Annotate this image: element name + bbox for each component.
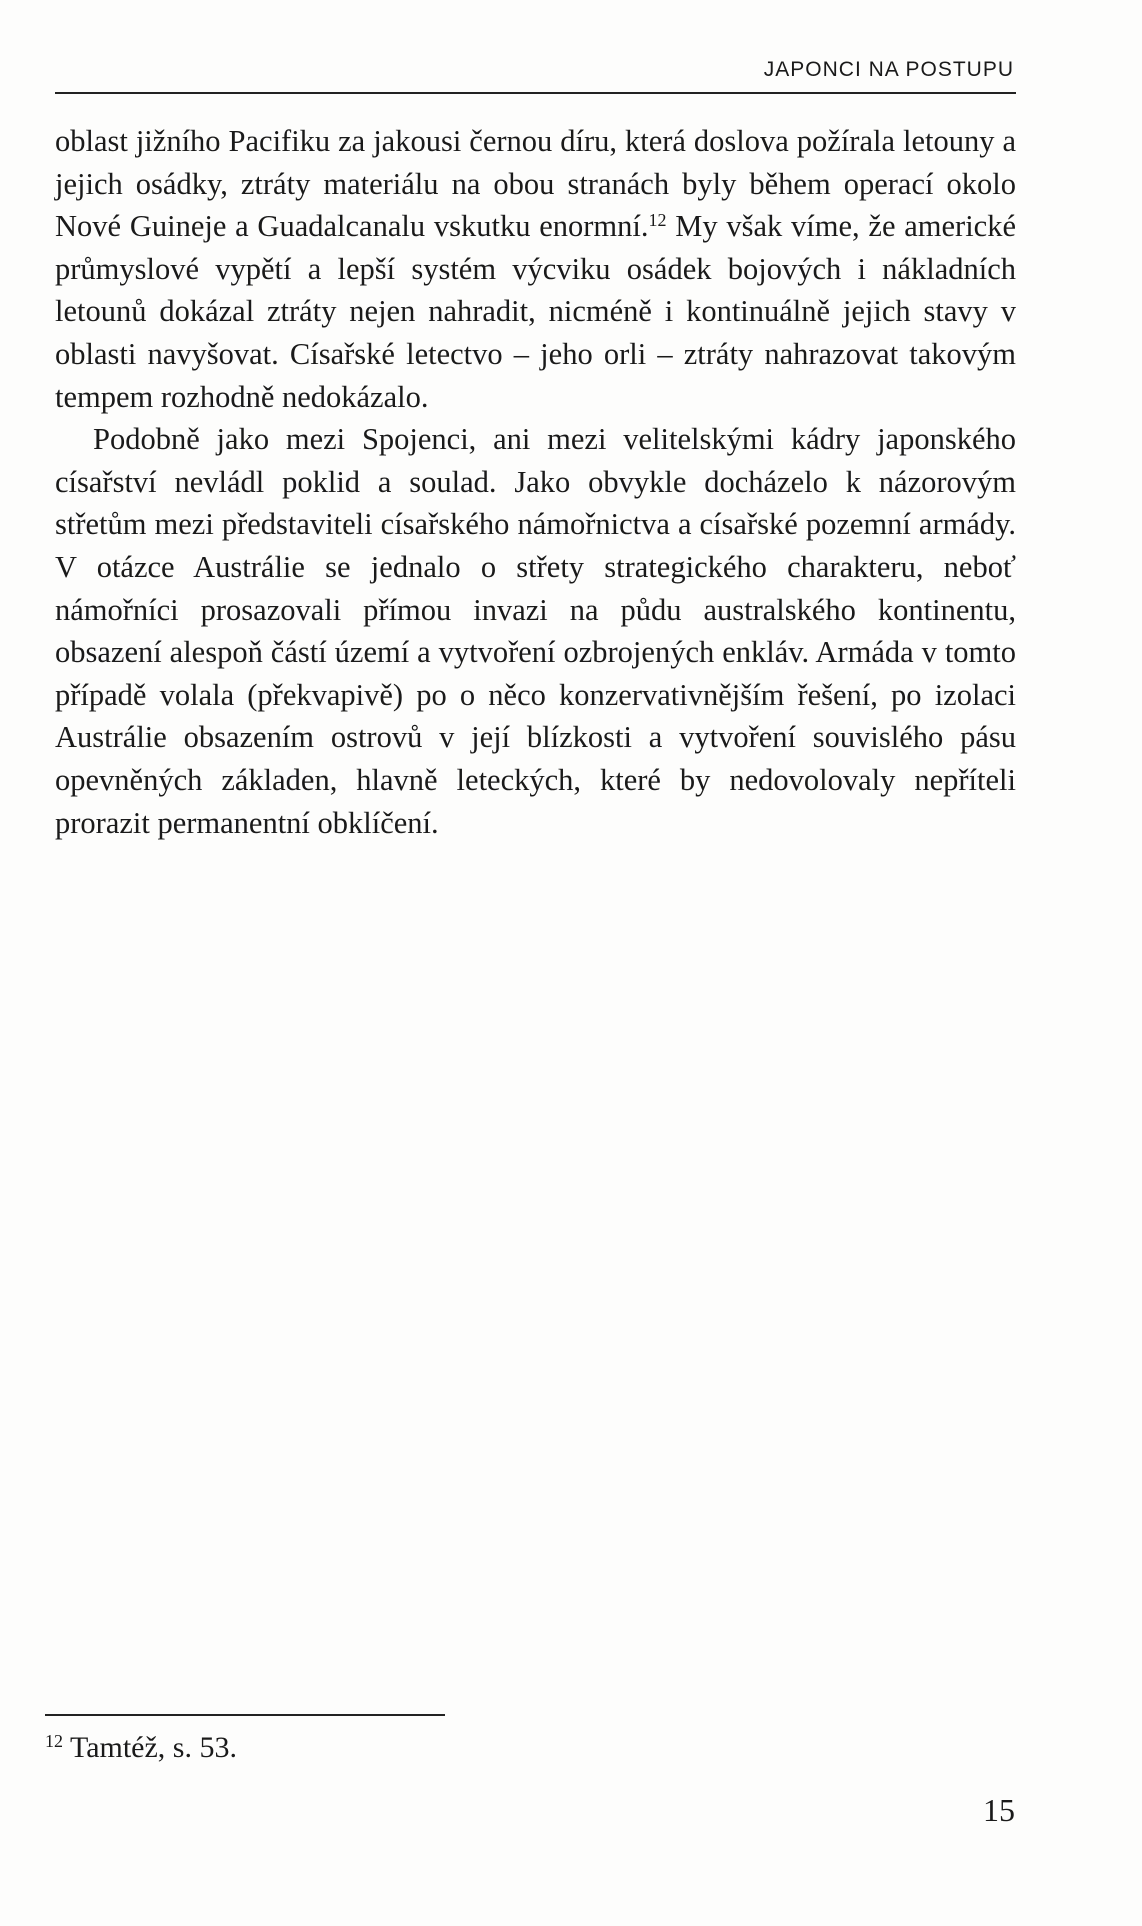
footnote-reference: 12 <box>648 210 667 231</box>
body-text <box>55 120 1016 844</box>
footnote-text: Tamtéž, s. 53. <box>63 1731 237 1764</box>
footnote-number: 12 <box>45 1731 63 1751</box>
header-rule <box>55 92 1016 94</box>
running-header: JAPONCI NA POSTUPU <box>763 58 1014 81</box>
page-number: 15 <box>983 1792 1015 1828</box>
paragraph-1 <box>55 120 1016 418</box>
footnote <box>45 1728 237 1768</box>
paragraph-1-text-a: oblast jižního Pacifiku za jakousi černou díru, která doslova požírala letouny a jejich osádky, ztráty materiálu na obou stranách byly během operací okolo Nové Guineje a Guadalcanalu vskutku enormní. <box>55 124 1016 244</box>
paragraph-1-text-b: My však víme, že americké průmyslové vypětí a lepší systém výcviku osádek bojových i nákladních letounů dokázal ztráty nejen nahradit, nicméně i kontinuálně jejich stavy v oblasti navyšovat. Císařské letectvo – jeho orli – ztráty nahrazovat takovým tempem rozhodně nedokázalo. <box>55 209 1017 414</box>
paragraph-2: Podobně jako mezi Spojenci, ani mezi velitelskými kádry japonského císařství nevládl poklid a soulad. Jako obvykle docházelo k názorovým střetům mezi představiteli císařského námořnictva a císařské pozemní armády. V otázce Austrálie se jednalo o střety strategického charakteru, neboť námořníci prosazovali přímou invazi na půdu australského kontinentu, obsazení alespoň částí území a vytvoření ozbrojených enkláv. Armáda v tomto případě volala (překvapivě) po o něco konzervativnějším řešení, po izolaci Austrálie obsazením ostrovů v její blízkosti a vytvoření souvislého pásu opevněných základen, hlavně leteckých, které by nedovolovaly nepříteli prorazit permanentní obklíčení. <box>55 422 1016 840</box>
footnote-rule <box>45 1714 445 1716</box>
